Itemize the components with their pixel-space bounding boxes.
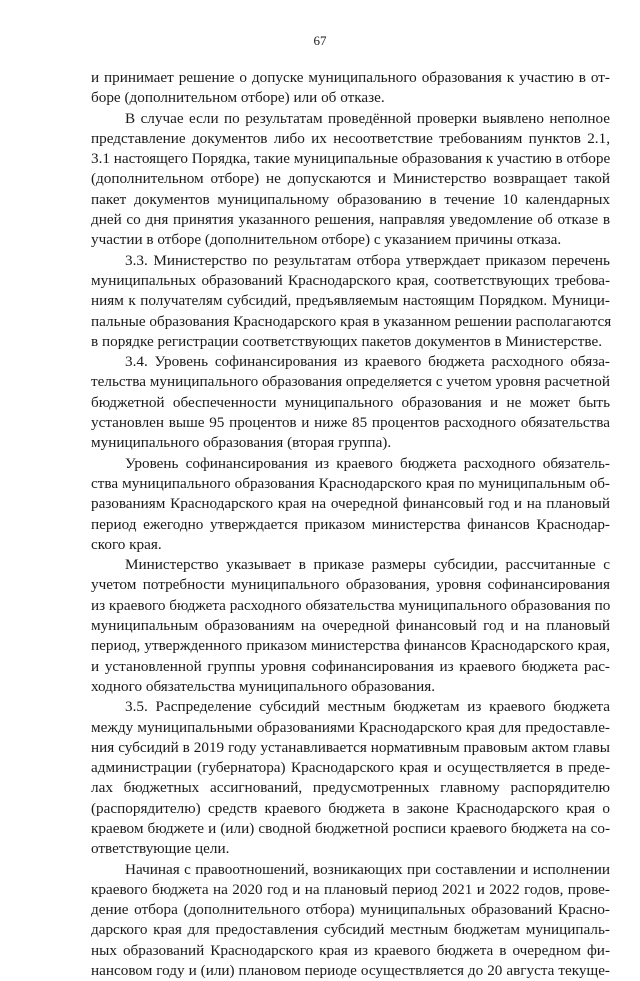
text-line: администрации (губернатора) Краснодарского края и осуществляется в преде- [91, 759, 610, 777]
paragraph [91, 555, 610, 697]
paragraph [91, 251, 610, 352]
paragraph [91, 860, 610, 981]
text-line: ных образований Краснодарского края из краевого бюджета в очередном фи- [91, 941, 610, 959]
text-line: тельства муниципального образования определяется с учетом уровня расчетной [91, 373, 610, 391]
text-line: 3.4. Уровень софинансирования из краевого бюджета расходного обяза- [125, 353, 610, 371]
text-line: муниципальных образований Краснодарского края, соответствующих требова- [91, 271, 610, 289]
text-line: пакет документов муниципальному образованию в течение 10 календарных [91, 190, 610, 208]
text-line: лах бюджетных ассигнований, предусмотренных главному распорядителю [91, 779, 610, 797]
text-line: бюджетной обеспеченности муниципального образования и не может быть [91, 393, 610, 411]
paragraph [91, 109, 610, 251]
paragraph [91, 454, 610, 555]
text-line: ниям к получателям субсидий, предъявляемым настоящим Порядком. Муници- [91, 292, 610, 310]
text-line: разованиям Краснодарского края на очередной финансовый год и на плановый [91, 495, 610, 513]
page-number: 67 [313, 33, 327, 48]
paragraph [91, 352, 610, 453]
paragraph [91, 68, 610, 109]
text-line: Уровень софинансирования из краевого бюджета расходного обязатель- [125, 454, 610, 472]
text-line: 3.3. Министерство по результатам отбора утверждает приказом перечень [125, 251, 610, 269]
text-line: в порядке регистрации соответствующих пакетов документов в Министерстве. [91, 332, 603, 350]
text-line: участии в отборе (дополнительном отборе) с указанием причины отказа. [91, 231, 562, 249]
text-line: установлен выше 95 процентов и ниже 85 процентов расходного обязательства [91, 414, 610, 432]
text-line: муниципального образования (вторая группа). [91, 434, 392, 452]
text-line: Начиная с правоотношений, возникающих при составлении и исполнении [125, 860, 610, 878]
document-body [91, 68, 610, 981]
text-line: представление документов либо их несоответствие требованиям пунктов 2.1, [91, 129, 610, 147]
text-line: 3.1 настоящего Порядка, такие муниципальные образования к участию в отборе [91, 150, 611, 168]
text-line: краевом бюджете и (или) сводной бюджетной росписи краевого бюджета на со- [91, 819, 610, 837]
text-line: (дополнительном отборе) не допускаются и Министерство возвращает такой [91, 170, 610, 188]
text-line: ответствующие цели. [91, 840, 230, 858]
text-line: нансовом году и (или) плановом периоде осуществляется до 20 августа текуще- [91, 962, 610, 980]
text-line: пальные образования Краснодарского края в указанном решении располагаются [91, 312, 612, 330]
text-line: Министерство указывает в приказе размеры субсидии, рассчитанные с [125, 556, 610, 574]
text-line: учетом потребности муниципального образования, уровня софинансирования [91, 576, 610, 594]
text-line: ходного обязательства муниципального образования. [91, 677, 436, 695]
text-line: ния субсидий в 2019 году устанавливается нормативным правовым актом главы [91, 738, 610, 756]
text-line: краевого бюджета на 2020 год и на плановый период 2021 и 2022 годов, прове- [91, 880, 610, 898]
paragraph [91, 697, 610, 859]
text-line: между муниципальными образованиями Краснодарского края для предоставле- [91, 718, 610, 736]
text-line: боре (дополнительном отборе) или об отказе. [91, 89, 385, 107]
text-line: и установленной группы уровня софинансирования из краевого бюджета рас- [91, 657, 610, 675]
text-line: дней со дня принятия указанного решения, направляя уведомление об отказе в [91, 211, 610, 229]
text-line: из краевого бюджета расходного обязательства муниципального образования по [91, 596, 611, 614]
text-line: муниципальным образованиям на очередной финансовый год и на плановый [91, 617, 610, 635]
text-line: дение отбора (дополнительного отбора) муниципальных образований Красно- [91, 901, 610, 919]
text-line: 3.5. Распределение субсидий местным бюджетам из краевого бюджета [125, 698, 610, 716]
text-line: В случае если по результатам проведённой проверки выявлено неполное [125, 109, 610, 127]
text-line: и принимает решение о допуске муниципального образования к участию в от- [91, 69, 610, 86]
text-line: ского края. [91, 535, 162, 553]
text-line: ства муниципального образования Краснодарского края по муниципальным об- [91, 474, 610, 492]
text-line: период ежегодно утверждается приказом министерства финансов Краснодар- [91, 515, 610, 533]
text-line: (распорядителю) средств краевого бюджета в законе Краснодарского края о [91, 799, 610, 817]
text-line: дарского края для предоставления субсидий местным бюджетам муниципаль- [91, 921, 610, 939]
text-line: период, утвержденного приказом министерства финансов Краснодарского края, [91, 637, 610, 655]
